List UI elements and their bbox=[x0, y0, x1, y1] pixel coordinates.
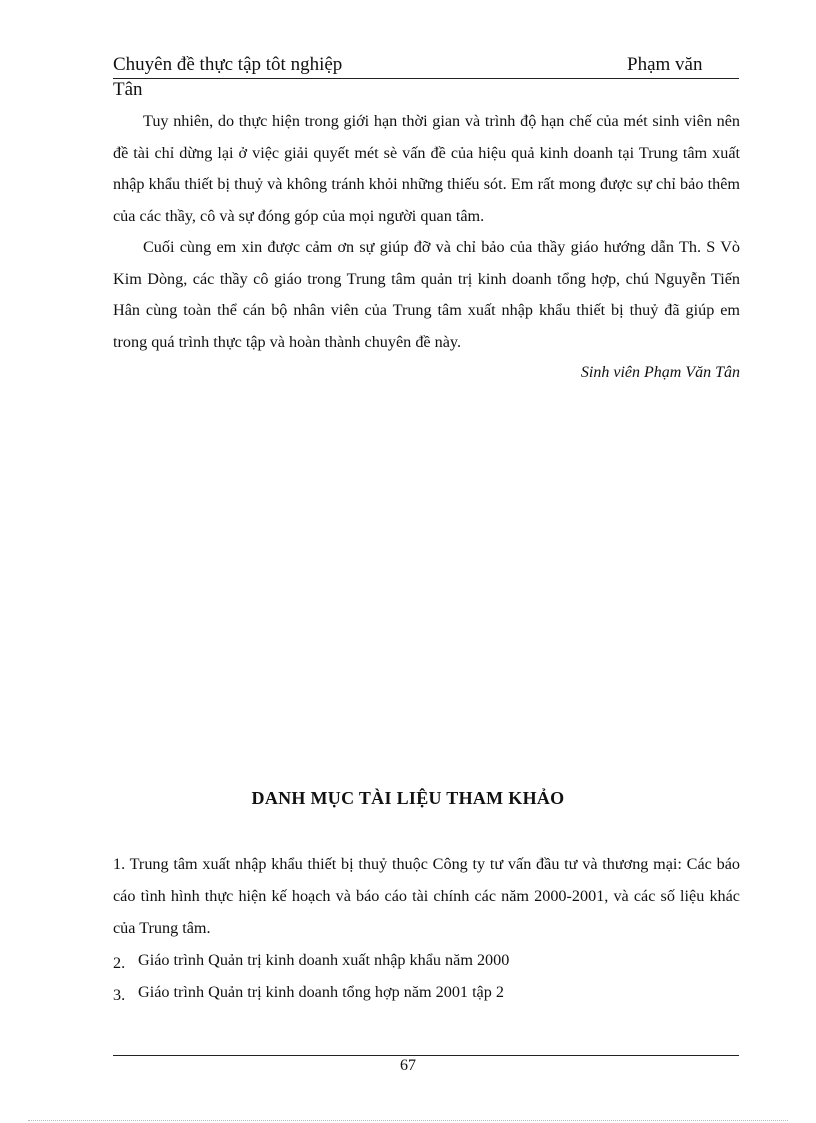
reference-item-2 bbox=[113, 944, 740, 976]
page-number: 67 bbox=[400, 1057, 416, 1074]
header-title: Chuyên đề thực tập tôt nghiệp bbox=[113, 54, 343, 75]
footer-divider bbox=[113, 1055, 739, 1056]
page-header bbox=[113, 52, 739, 79]
header-author-wrap: Tân bbox=[113, 79, 143, 100]
reference-item-1: 1. Trung tâm xuất nhập khẩu thiết bị thuỷ thuộc Công ty tư vấn đầu tư và thương mại: Các báo cáo tình hình thực hiện kế hoạch và báo cáo tài chính các năm 2000-2001, và các số liệu khác của Trung tâm. bbox=[113, 855, 740, 937]
body-text bbox=[113, 106, 740, 358]
references-heading: DANH MỤC TÀI LIỆU THAM KHẢO bbox=[251, 788, 565, 808]
paragraph-limitations: Tuy nhiên, do thực hiện trong giới hạn thời gian và trình độ hạn chế của mét sinh viên nên đề tài chỉ dừng lại ở việc giải quyết mét sè vấn đề của hiệu quả kinh doanh tại Trung tâm xuất nhập khẩu thiết bị thuỷ và không tránh khỏi những thiếu sót. Em rất mong được sự chỉ bảo thêm của các thầy, cô và sự đóng góp của mọi người quan tâm. bbox=[113, 112, 740, 225]
signature: Sinh viên Phạm Văn Tân bbox=[580, 364, 740, 381]
reference-item-3 bbox=[113, 976, 740, 1008]
references-list bbox=[113, 848, 740, 1008]
reference-text: Giáo trình Quản trị kinh doanh xuất nhập khẩu năm 2000 bbox=[138, 951, 510, 969]
reference-number: 3. bbox=[113, 986, 126, 1004]
paragraph-acknowledgements: Cuối cùng em xin được cảm ơn sự giúp đỡ và chỉ bảo của thầy giáo hướng dẫn Th. S Vò Kim Dòng, các thầy cô giáo trong Trung tâm quản trị kinh doanh tổng hợp, chú Nguyễn Tiến Hân cùng toàn thể cán bộ nhân viên của Trung tâm xuất nhập khẩu thiết bị thuỷ đã giúp em trong quá trình thực tập và hoàn thành chuyên đề này. bbox=[113, 238, 740, 351]
header-author: Phạm văn bbox=[627, 54, 703, 75]
page-bottom-border bbox=[28, 1120, 788, 1121]
reference-text: Giáo trình Quản trị kinh doanh tổng hợp năm 2001 tập 2 bbox=[138, 983, 504, 1001]
reference-number: 2. bbox=[113, 954, 126, 972]
